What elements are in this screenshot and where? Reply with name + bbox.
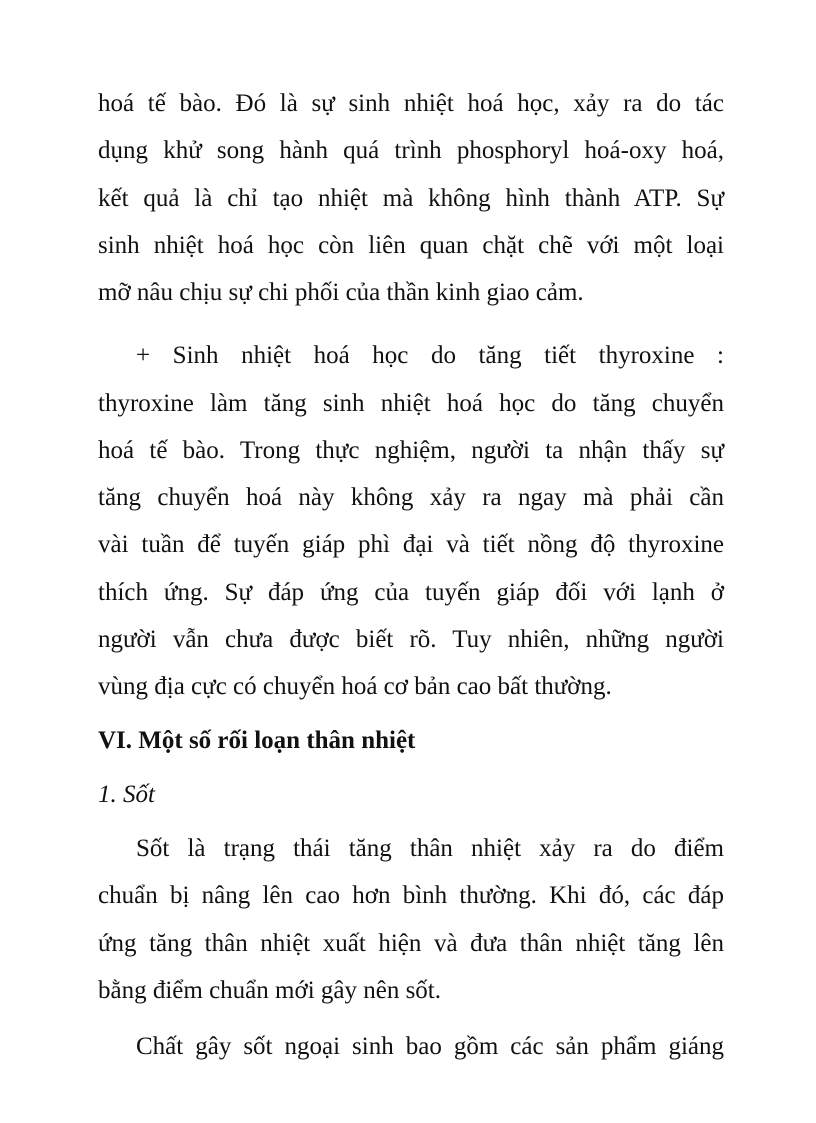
paragraph-1-line-1: hoá tế bào. Đó là sự sinh nhiệt hoá học, xảy ra do tác bbox=[98, 90, 724, 117]
fever-paragraph-line-3: ứng tăng thân nhiệt xuất hiện và đưa thân nhiệt tăng lên bbox=[98, 930, 724, 957]
section-heading: VI. Một số rối loạn thân nhiệt bbox=[98, 727, 416, 754]
paragraph-2-line-1: + Sinh nhiệt hoá học do tăng tiết thyroxine : bbox=[136, 342, 724, 369]
fever-paragraph-line-1: Sốt là trạng thái tăng thân nhiệt xảy ra do điểm bbox=[136, 835, 724, 862]
paragraph-2-line-7: người vẫn chưa được biết rõ. Tuy nhiên, những người bbox=[98, 626, 724, 653]
paragraph-1-line-2: dụng khử song hành quá trình phosphoryl hoá-oxy hoá, bbox=[98, 137, 724, 164]
paragraph-2-line-3: hoá tế bào. Trong thực nghiệm, người ta nhận thấy sự bbox=[98, 437, 724, 464]
paragraph-1-line-5: mỡ nâu chịu sự chi phối của thần kinh giao cảm. bbox=[98, 279, 584, 306]
paragraph-2-line-5: vài tuần để tuyến giáp phì đại và tiết nồng độ thyroxine bbox=[98, 531, 724, 558]
last-paragraph-line-1: Chất gây sốt ngoại sinh bao gồm các sản phẩm giáng bbox=[136, 1033, 724, 1060]
paragraph-2-line-4: tăng chuyển hoá này không xảy ra ngay mà phải cần bbox=[98, 484, 724, 511]
paragraph-1-line-3: kết quả là chỉ tạo nhiệt mà không hình thành ATP. Sự bbox=[98, 185, 724, 212]
paragraph-2-line-6: thích ứng. Sự đáp ứng của tuyến giáp đối với lạnh ở bbox=[98, 579, 724, 606]
paragraph-2-line-8: vùng địa cực có chuyển hoá cơ bản cao bất thường. bbox=[98, 673, 612, 700]
fever-paragraph-line-2: chuẩn bị nâng lên cao hơn bình thường. Khi đó, các đáp bbox=[98, 882, 724, 909]
subsection-heading: 1. Sốt bbox=[98, 781, 155, 808]
fever-paragraph-line-4: bằng điểm chuẩn mới gây nên sốt. bbox=[98, 977, 442, 1004]
paragraph-2-line-2: thyroxine làm tăng sinh nhiệt hoá học do tăng chuyển bbox=[98, 390, 724, 417]
paragraph-1-line-4: sinh nhiệt hoá học còn liên quan chặt chẽ với một loại bbox=[98, 232, 724, 259]
